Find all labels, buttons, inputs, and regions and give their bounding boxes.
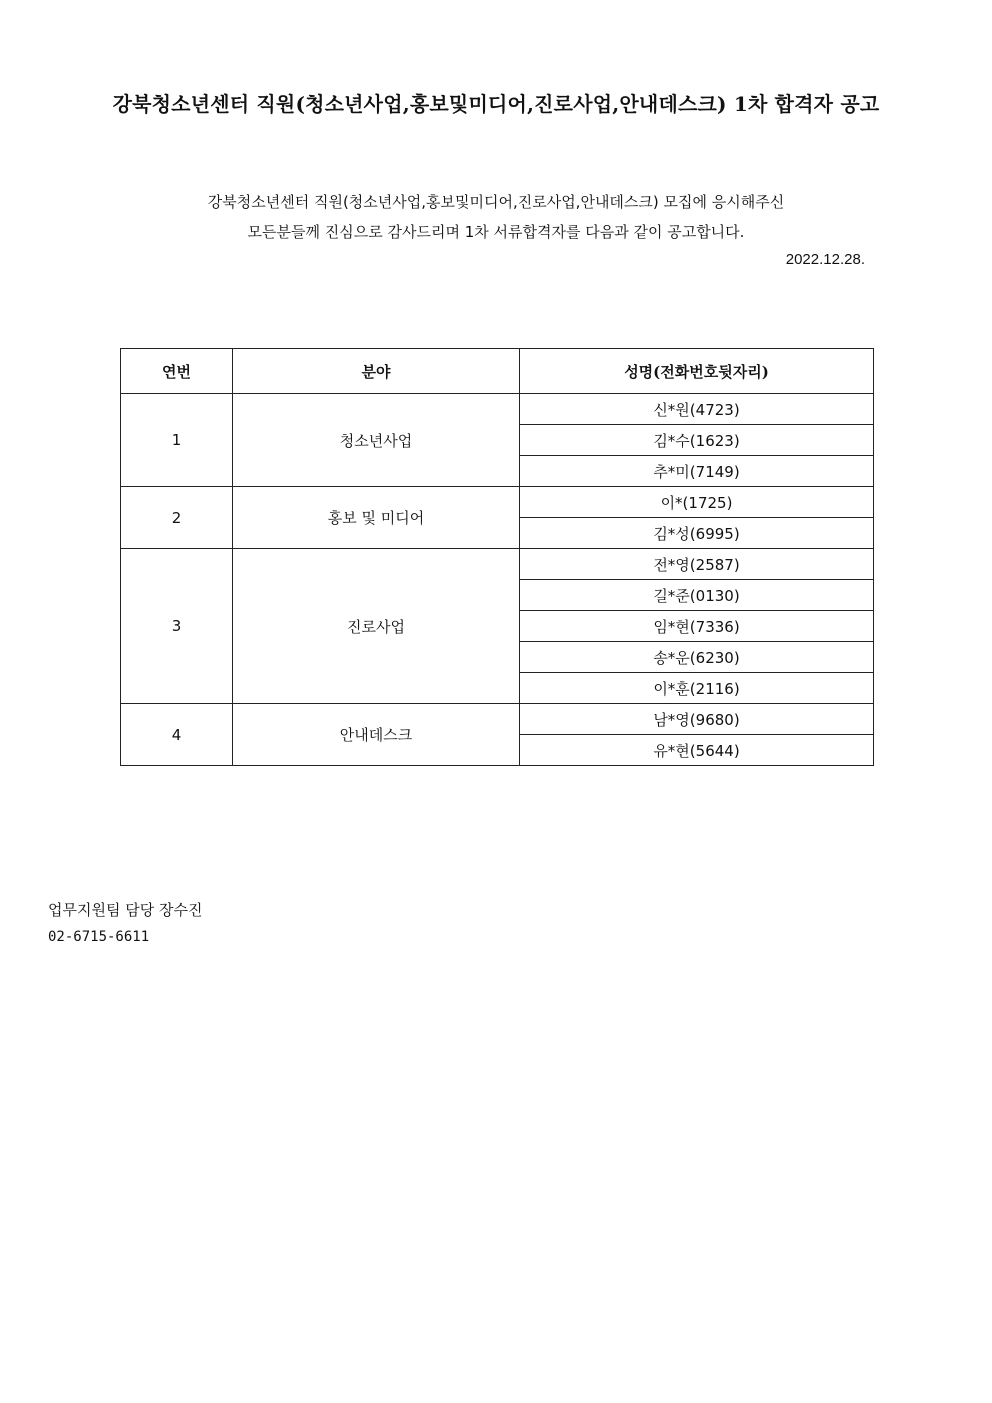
applicant-name: 신*원(4723) xyxy=(520,394,874,425)
table-row xyxy=(121,704,874,735)
table-row xyxy=(121,487,874,518)
applicant-name: 유*현(5644) xyxy=(520,735,874,766)
announcement-date: 2022.12.28. xyxy=(785,251,865,268)
applicant-name: 길*준(0130) xyxy=(520,580,874,611)
table-header-row xyxy=(121,349,874,394)
contact-phone: 02-6715-6611 xyxy=(48,929,150,945)
row-field: 홍보 및 미디어 xyxy=(233,487,520,549)
row-field: 청소년사업 xyxy=(233,394,520,487)
applicant-name: 이*(1725) xyxy=(520,487,874,518)
row-field: 안내데스크 xyxy=(233,704,520,766)
table-row xyxy=(121,549,874,580)
intro-line-2: 모든분들께 진심으로 감사드리며 1차 서류합격자를 다음과 같이 공고합니다. xyxy=(247,223,745,241)
applicant-name: 남*영(9680) xyxy=(520,704,874,735)
applicant-name: 김*수(1623) xyxy=(520,425,874,456)
header-field: 분야 xyxy=(233,349,520,394)
header-number: 연번 xyxy=(121,349,233,394)
table-row xyxy=(121,394,874,425)
applicant-name: 추*미(7149) xyxy=(520,456,874,487)
document-title: 강북청소년센터 직원(청소년사업,홍보및미디어,진로사업,안내데스크) 1차 합격자 공고 xyxy=(112,92,880,116)
row-number: 2 xyxy=(121,487,233,549)
applicant-name: 이*훈(2116) xyxy=(520,673,874,704)
header-name: 성명(전화번호뒷자리) xyxy=(520,349,874,394)
intro-line-1: 강북청소년센터 직원(청소년사업,홍보및미디어,진로사업,안내데스크) 모집에 응시해주신 xyxy=(207,193,785,211)
row-number: 3 xyxy=(121,549,233,704)
applicant-name: 김*성(6995) xyxy=(520,518,874,549)
applicant-name: 송*운(6230) xyxy=(520,642,874,673)
row-field: 진로사업 xyxy=(233,549,520,704)
contact-person: 업무지원팀 담당 장수진 xyxy=(48,901,203,919)
applicant-name: 임*현(7336) xyxy=(520,611,874,642)
results-table xyxy=(120,348,874,766)
row-number: 4 xyxy=(121,704,233,766)
applicant-name: 전*영(2587) xyxy=(520,549,874,580)
row-number: 1 xyxy=(121,394,233,487)
